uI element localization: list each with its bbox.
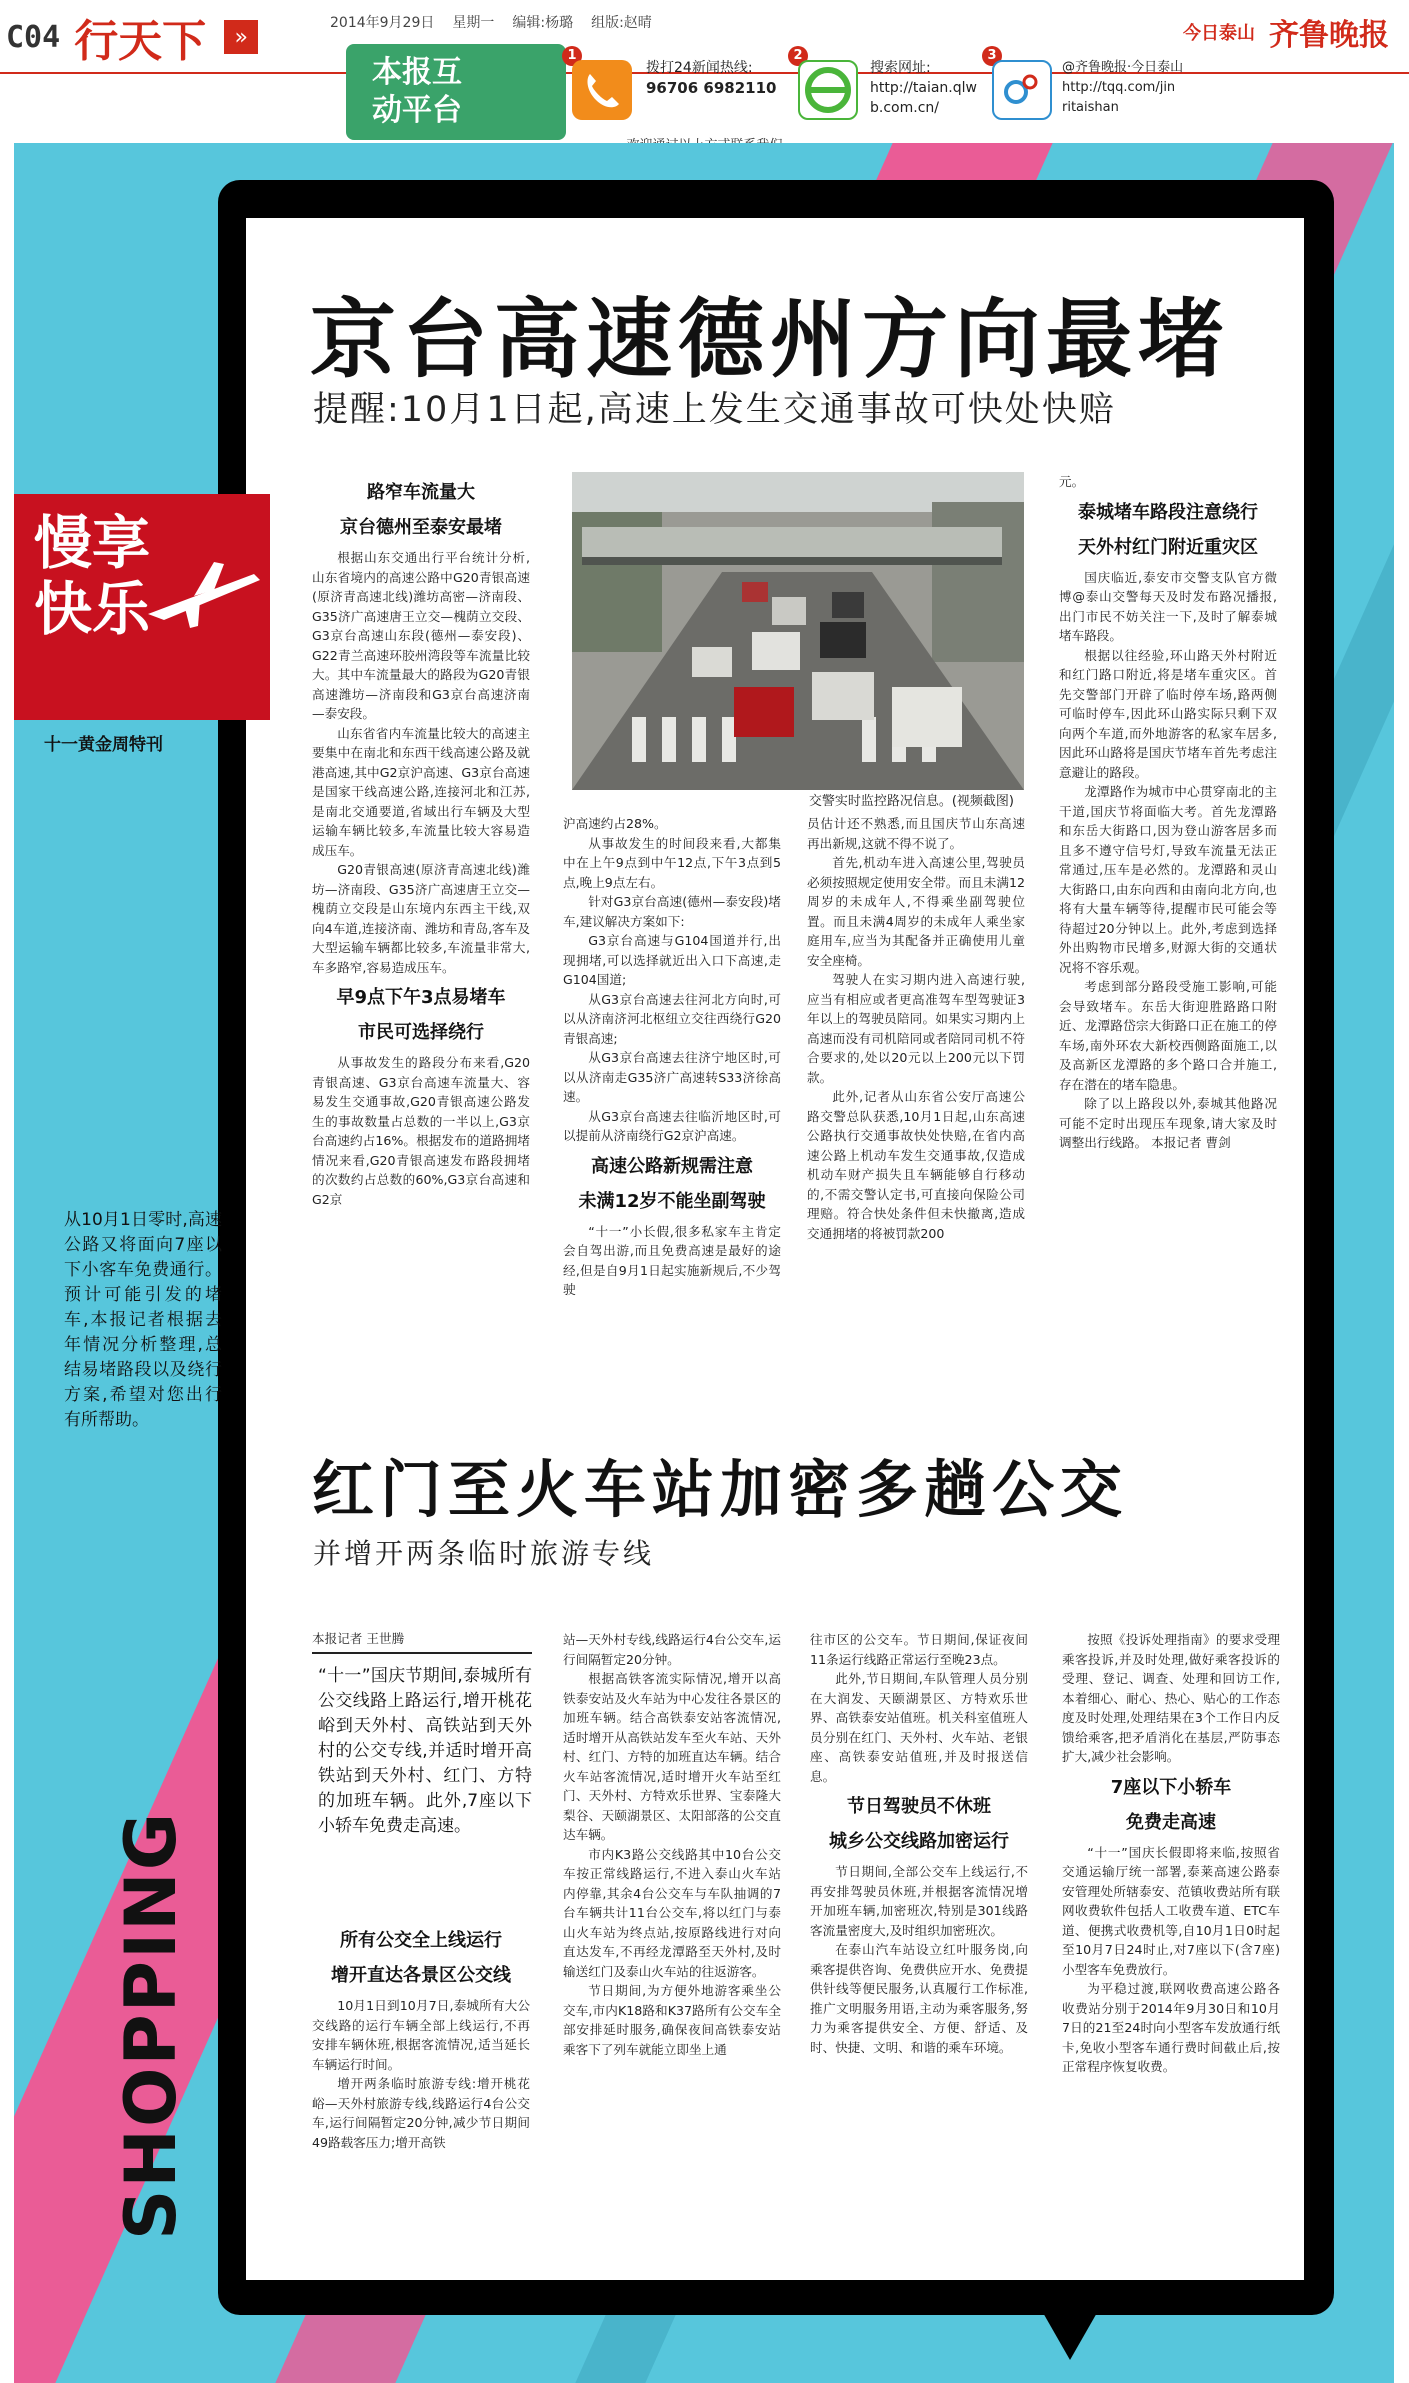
article2-column-2 <box>563 1630 781 2250</box>
article2-column-4 <box>1062 1630 1280 2250</box>
paragraph: 除了以上路段以外,泰城其他路况可能不定时出现压车现象,请大家及时调整出行线路。 本报记者 曹剑 <box>1059 1096 1277 1150</box>
layout-credit: 组版:赵晴 <box>591 15 652 31</box>
section-heading: 节日驾驶员不休班 <box>847 1796 991 1817</box>
paragraph: 站—天外村专线,线路运行4台公交车,运行间隔暂定20分钟。 <box>563 1632 781 1667</box>
section-heading: 早9点下午3点易堵车 <box>336 987 506 1008</box>
paragraph: 龙潭路作为城市中心贯穿南北的主干道,国庆节将面临大考。首先龙潭路和东岳大街路口,因为登山游客居多而且多不遵守信号灯,导致车流量无法正常通过,压车是必然的。龙潭路和灵山大街路口,由东向西和由南向北方向,也将有大量车辆等待,提醒市民可能会等待超过20分钟以上。此外,考虑到选择外出购物市民增多,财源大街的交通状况将不容乐观。 <box>1059 784 1277 975</box>
section-heading: 所有公交全上线运行 <box>340 1930 502 1951</box>
badge-3: 3 <box>982 46 1002 66</box>
section-heading: 7座以下小轿车 <box>1110 1776 1232 1798</box>
intro-note: 从10月1日零时,高速公路又将面向7座以下小客车免费通行。预计可能引发的堵车,本报记者根据去年情况分析整理,总结易堵路段以及绕行方案,希望对您出行有所帮助。 <box>64 1210 222 1430</box>
paragraph: 节日期间,全部公交车上线运行,不再安排驾驶员休班,并根据客流情况增开加班车辆,加密班次,特别是301线路客流量密度大,及时组织加密班次。 <box>810 1864 1028 1938</box>
section-heading: 增开直达各景区公交线 <box>331 1965 511 1986</box>
paragraph: 往市区的公交车。节日期间,保证夜间11条运行线路正常运行至晚23点。 <box>810 1632 1028 1667</box>
speech-bubble-tail <box>1030 2290 1110 2360</box>
paragraph: 10月1日到10月7日,泰城所有大公交线路的运行车辆全部上线运行,不再安排车辆休班,根据客流情况,适当延长车辆运行时间。 <box>312 1998 530 2072</box>
paragraph: 按照《投诉处理指南》的要求受理乘客投诉,并及时处理,做好乘客投诉的受理、登记、调查、处理和回访工作,本着细心、耐心、热心、贴心的工作态度及时处理,处理结果在3个工作日内反馈给乘客,把矛盾消化在基层,严防事态扩大,减少社会影响。 <box>1062 1632 1280 1764</box>
paragraph: 为平稳过渡,联网收费高速公路各收费站分别于2014年9月30日和10月7日的21至24时向小型客车发放通行纸卡,免收小型客车通行费时间截止后,按正常程序恢复收费。 <box>1062 1981 1280 2074</box>
headline-1: 京台高速德州方向最堵 <box>310 289 1230 390</box>
paragraph: 根据以往经验,环山路天外村附近和红门路口附近,将是堵车重灾区。首先交警部门开辟了临时停车场,路两侧可临时停车,因此环山路实际只剩下双向两个车道,而外地游客的私家车居多,因此环山路将是国庆节堵车首先考虑注意避让的路段。 <box>1059 647 1277 780</box>
byline: 本报记者 王世腾 <box>312 1631 405 1646</box>
article2-column-3 <box>810 1630 1028 2250</box>
website-text: 搜索网址: http://taian.qlw b.com.cn/ <box>870 60 977 116</box>
article2-lead: “十一”国庆节期间,泰城所有公交线路上路运行,增开桃花峪到天外村、高铁站到天外村的公交专线,并适时增开高铁站到天外村、红门、方特的加班车辆。此外,7座以下小轿车免费走高速。 <box>318 1666 532 1836</box>
interact-title: 本报互 动平台 <box>346 44 566 140</box>
section-heading: 路窄车流量大 <box>367 482 475 503</box>
editor-credit: 编辑:杨璐 <box>512 15 574 31</box>
paragraph: 沪高速约占28%。 <box>563 816 667 831</box>
section-heading: 京台德州至泰安最堵 <box>340 517 502 538</box>
paragraph: 从事故发生的时间段来看,大都集中在上午9点到中午12点,下午3点到5点,晚上9点左右。 <box>563 835 781 890</box>
paragraph: 从事故发生的路段分布来看,G20青银高速、G3京台高速车流量大、容易发生交通事故,G20青银高速公路发生的事故数量占总数的一半以上,G3京台高速约占16%。根据发布的道路拥堵情况来看,G20青银高速发布路段拥堵的次数约占总数的60%,G3京台高速和G2京 <box>312 1055 530 1207</box>
paragraph: 驾驶人在实习期内进入高速行驶,应当有相应或者更高准驾车型驾驶证3年以上的驾驶员陪同。如果实习期内上高速而没有司机陪同或者陪同司机不符合要求的,处以20元以上200元以下罚款。 <box>807 972 1025 1085</box>
photo-caption: 交警实时监控路况信息。(视频截图) <box>808 794 1014 809</box>
paragraph: 根据高铁客流实际情况,增开以高铁泰安站及火车站为中心发往各景区的加班车辆。结合高铁泰安站客流情况,适时增开从高铁站发车至火车站、天外村、红门、方特的加班直达车辆。结合火车站客流情况,适时增开火车站至红门、天外村、方特欢乐世界、宝泰隆大梨谷、天颐湖景区、太阳部落的公交直达车辆。 <box>563 1671 781 1842</box>
phone-icon <box>572 60 632 120</box>
browser-icon <box>798 60 858 120</box>
paragraph: 增开两条临时旅游专线:增开桃花峪—天外村旅游专线,线路运行4台公交车,运行间隔暂定20分钟,减少节日期间49路载客压力;增开高铁 <box>312 2076 530 2150</box>
paragraph: 针对G3京台高速(德州—泰安段)堵车,建议解决方案如下: <box>563 894 781 929</box>
paragraph: 山东省省内车流量比较大的高速主要集中在南北和东西干线高速公路及就港高速,其中G2京沪高速、G3京台高速是国家干线高速公路,连接河北和江苏,是南北交通要道,省域出行车辆及大型运输车辆比较多,车流量比较大容易造成压车。 <box>312 725 530 858</box>
article1-column-2 <box>563 814 781 1374</box>
paragraph: 市内K3路公交线路其中10台公交车按正常线路运行,不进入泰山火车站内停靠,其余4台公交车与车队抽调的7台车辆共计11台公交车,将以红门与泰山火车站为终点站,按原路线进行对向直达发车,不再经龙潭路至天外村,及时输送红门及泰山火车站的往返游客。 <box>563 1846 781 1979</box>
header-meta <box>330 12 652 32</box>
weibo-icon <box>992 60 1052 120</box>
double-arrow-icon: » <box>224 20 258 54</box>
paragraph: 从G3京台高速去往济宁地区时,可以从济南走G35济广高速转S33济徐高速。 <box>563 1050 781 1104</box>
paragraph: 首先,机动车进入高速公里,驾驶员必须按照规定使用安全带。而且未满12周岁的未成年人,不得乘坐副驾驶位置。而且未满4周岁的未成年人乘坐家庭用车,应当为其配备并正确使用儿童安全座椅。 <box>807 855 1025 968</box>
subhead-1: 提醒:10月1日起,高速上发生交通事故可快处快赔 <box>313 390 1116 430</box>
paragraph: G20青银高速(原济青高速北线)潍坊—济南段、G35济广高速唐王立交—槐荫立交段是山东境内东西主干线,双向4车道,连接济南、潍坊和青岛,客车及大型运输车辆都比较多,车流量非常大,车多路窄,容易造成压车。 <box>312 862 530 975</box>
interact-platform <box>346 44 1204 140</box>
paragraph: 国庆临近,泰安市交警支队官方微博@泰山交警每天及时发布路况播报,出门市民不妨关注一下,及时了解泰城堵车路段。 <box>1059 569 1277 643</box>
article1-column-1 <box>312 472 530 1372</box>
paragraph: 员估计还不熟悉,而且国庆节山东高速再出新规,这就不得不说了。 <box>807 816 1025 851</box>
badge-1: 1 <box>562 46 582 66</box>
section-heading: 泰城堵车路段注意绕行 <box>1078 501 1258 523</box>
section-heading: 未满12岁不能坐副驾驶 <box>578 1190 766 1212</box>
section-heading: 市民可选择绕行 <box>358 1022 484 1043</box>
paragraph: 考虑到部分路段受施工影响,可能会导致堵车。东岳大街迎胜路路口附近、龙潭路岱宗大街路口正在施工的停车场,南外环农大新校西侧路面施工,以及高新区龙潭路的多个路口合并施工,存在潜在的堵车隐患。 <box>1059 979 1277 1092</box>
weekday: 星期一 <box>452 15 495 31</box>
byline-rule <box>312 1652 532 1654</box>
region-name: 今日泰山 <box>1183 23 1255 44</box>
paragraph: “十一”国庆长假即将来临,按照省交通运输厅统一部署,泰莱高速公路泰安管理处所辖泰安、范镇收费站所有联网收费软件包括人工收费车道、ETC车道、便携式收费机等,自10月1日0时起至10月7日24时止,对7座以下(含7座)小型客车免费放行。 <box>1062 1844 1280 1977</box>
section-heading: 高速公路新规需注意 <box>591 1155 753 1177</box>
banner-title: 慢享 快乐 <box>34 509 151 643</box>
traffic-photo <box>572 472 1024 790</box>
section-title: 行天下 <box>74 16 207 67</box>
issue-date: 2014年9月29日 <box>330 15 435 31</box>
header-right <box>1183 10 1389 54</box>
section-banner <box>14 494 270 720</box>
section-heading: 天外村红门附近重灾区 <box>1078 536 1258 558</box>
paragraph: 根据山东交通出行平台统计分析,山东省境内的高速公路中G20青银高速(原济青高速北线)潍坊高密—济南段、G35济广高速唐王立交—槐荫立交段、G3京台高速山东段(德州—泰安段)、G22青兰高速环胶州湾段等车流量比较大。其中车流量最大的路段为G20青银高速潍坊—济南段和G3京台高速济南—泰安段。 <box>312 550 530 721</box>
paragraph: 从G3京台高速去往临沂地区时,可以提前从济南绕行G2京沪高速。 <box>563 1108 781 1143</box>
hotline-text: 拨打24新闻热线: 96706 6982110 <box>646 60 777 97</box>
paragraph: G3京台高速与G104国道并行,出现拥堵,可以选择就近出入口下高速,走G104国道; <box>563 933 781 987</box>
subhead-2: 并增开两条临时旅游专线 <box>313 1537 655 1570</box>
article1-column-3 <box>807 814 1025 1374</box>
article2-column-1 <box>312 1920 530 2250</box>
section-heading: 免费走高速 <box>1126 1811 1216 1833</box>
special-edition-label: 十一黄金周特刊 <box>44 735 163 755</box>
paragraph: 节日期间,为方便外地游客乘坐公交车,市内K18路和K37路所有公交车全部安排延时服务,确保夜间高铁泰安站乘客下了列车就能立即坐上通 <box>563 1983 781 2057</box>
paragraph: 在泰山汽车站设立红叶服务岗,向乘客提供咨询、免费供应开水、免费提供针线等便民服务,认真履行工作标准,推广文明服务用语,主动为乘客服务,努力为乘客提供安全、方便、舒适、及时、快捷、文明、和谐的乘车环境。 <box>810 1942 1028 2055</box>
page-number: C04 <box>6 19 61 55</box>
paragraph: 此外,记者从山东省公安厅高速公路交警总队获悉,10月1日起,山东高速公路执行交通事故快处快赔,在省内高速公路上机动车发生交通事故,仅造成机动车财产损失且车辆能够自行移动的,不需交警认定书,可直接向保险公司理赔。符合快处条件但未快撤离,造成交通拥堵的将被罚款200 <box>807 1089 1025 1241</box>
airplane-icon <box>144 554 264 634</box>
paragraph: 从G3京台高速去往河北方向时,可以从济南济河北枢纽立交往西绕行G20青银高速; <box>563 991 781 1046</box>
weibo-text: @齐鲁晚报·今日泰山 http://tqq.com/jin ritaishan <box>1062 60 1184 115</box>
headline-2: 红门至火车站加密多趟公交 <box>312 1453 1129 1526</box>
paragraph: 元。 <box>1059 474 1085 489</box>
article1-column-4 <box>1059 472 1277 1372</box>
badge-2: 2 <box>788 46 808 66</box>
paragraph: 此外,节日期间,车队管理人员分别在大润发、天颐湖景区、方特欢乐世界、高铁泰安站值班。机关科室值班人员分别在红门、天外村、火车站、老银座、高铁泰安站值班,并及时报送信息。 <box>810 1671 1028 1784</box>
brand-logo: 齐鲁晚报 <box>1269 18 1389 53</box>
section-heading: 城乡公交线路加密运行 <box>829 1831 1009 1852</box>
header-left <box>6 4 258 70</box>
vertical-word: SHOPPING <box>110 1810 192 2240</box>
paragraph: “十一”小长假,很多私家车主肯定会自驾出游,而且免费高速是最好的途经,但是自9月1日起实施新规后,不少驾驶 <box>563 1223 781 1297</box>
